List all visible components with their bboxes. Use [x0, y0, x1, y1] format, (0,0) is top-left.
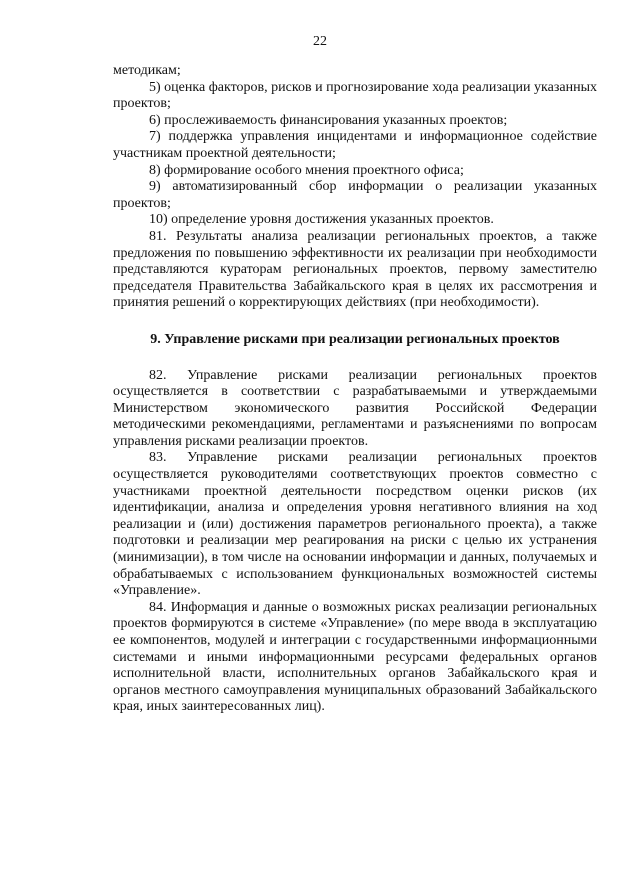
document-body — [113, 63, 597, 716]
list-item-10: 10) определение уровня достижения указанных проектов. — [149, 212, 494, 228]
clause-82: 82. Управление рисками реализации региональных проектов осуществляется в соответствии с разрабатываемыми и утверждаемыми Министерством экономического развития Российской Федерации методическими рекомендациями, регламентами и разъяснениями по вопросам управления рисками реализации проектов. — [113, 367, 597, 449]
list-item-6: 6) прослеживаемость финансирования указанных проектов; — [149, 112, 508, 128]
clause-84: 84. Информация и данные о возможных рисках реализации региональных проектов формируются в системе «Управление» (по мере ввода в эксплуатацию ее компонентов, модулей и интеграции с государственными информационными системами и иными информационными ресурсами федеральных органов исполнительной власти, исполнительных органов Забайкальского края и органов местного самоуправления муниципальных образований Забайкальского края, иных заинтересованных лиц). — [113, 599, 597, 715]
list-item-9: 9) автоматизированный сбор информации о реализации указанных проектов; — [113, 179, 597, 211]
paragraph-methods-tail: методикам; — [113, 63, 181, 78]
list-item-7: 7) поддержка управления инцидентами и информационное содействие участникам проектной деятельности; — [113, 129, 597, 161]
page-number: 22 — [313, 34, 327, 49]
list-item-8: 8) формирование особого мнения проектного офиса; — [149, 162, 464, 178]
section-heading: 9. Управление рисками при реализации региональных проектов — [150, 331, 560, 347]
clause-81: 81. Результаты анализа реализации региональных проектов, а также предложения по повышению эффективности их реализации при необходимости представляются кураторам региональных проектов, первому заместителю председателя Правительства Забайкальского края в целях их рассмотрения и принятия решений о корректирующих действиях (при необходимости). — [113, 228, 597, 311]
list-item-5: 5) оценка факторов, рисков и прогнозирование хода реализации указанных проектов; — [113, 79, 597, 112]
clause-83: 83. Управление рисками реализации региональных проектов осуществляется руководителями соответствующих проектов совместно с участниками проектной деятельности посредством оценки рисков (их идентификации, анализа и определения уровня негативного влияния на ход реализации и (или) достижения параметров регионального проекта), а также подготовки и реализации мер реагирования на риски с целью их устранения (минимизации), в том числе на основании информации и данных, получаемых и обрабатываемых с использованием функциональных возможностей системы «Управление». — [113, 450, 597, 599]
